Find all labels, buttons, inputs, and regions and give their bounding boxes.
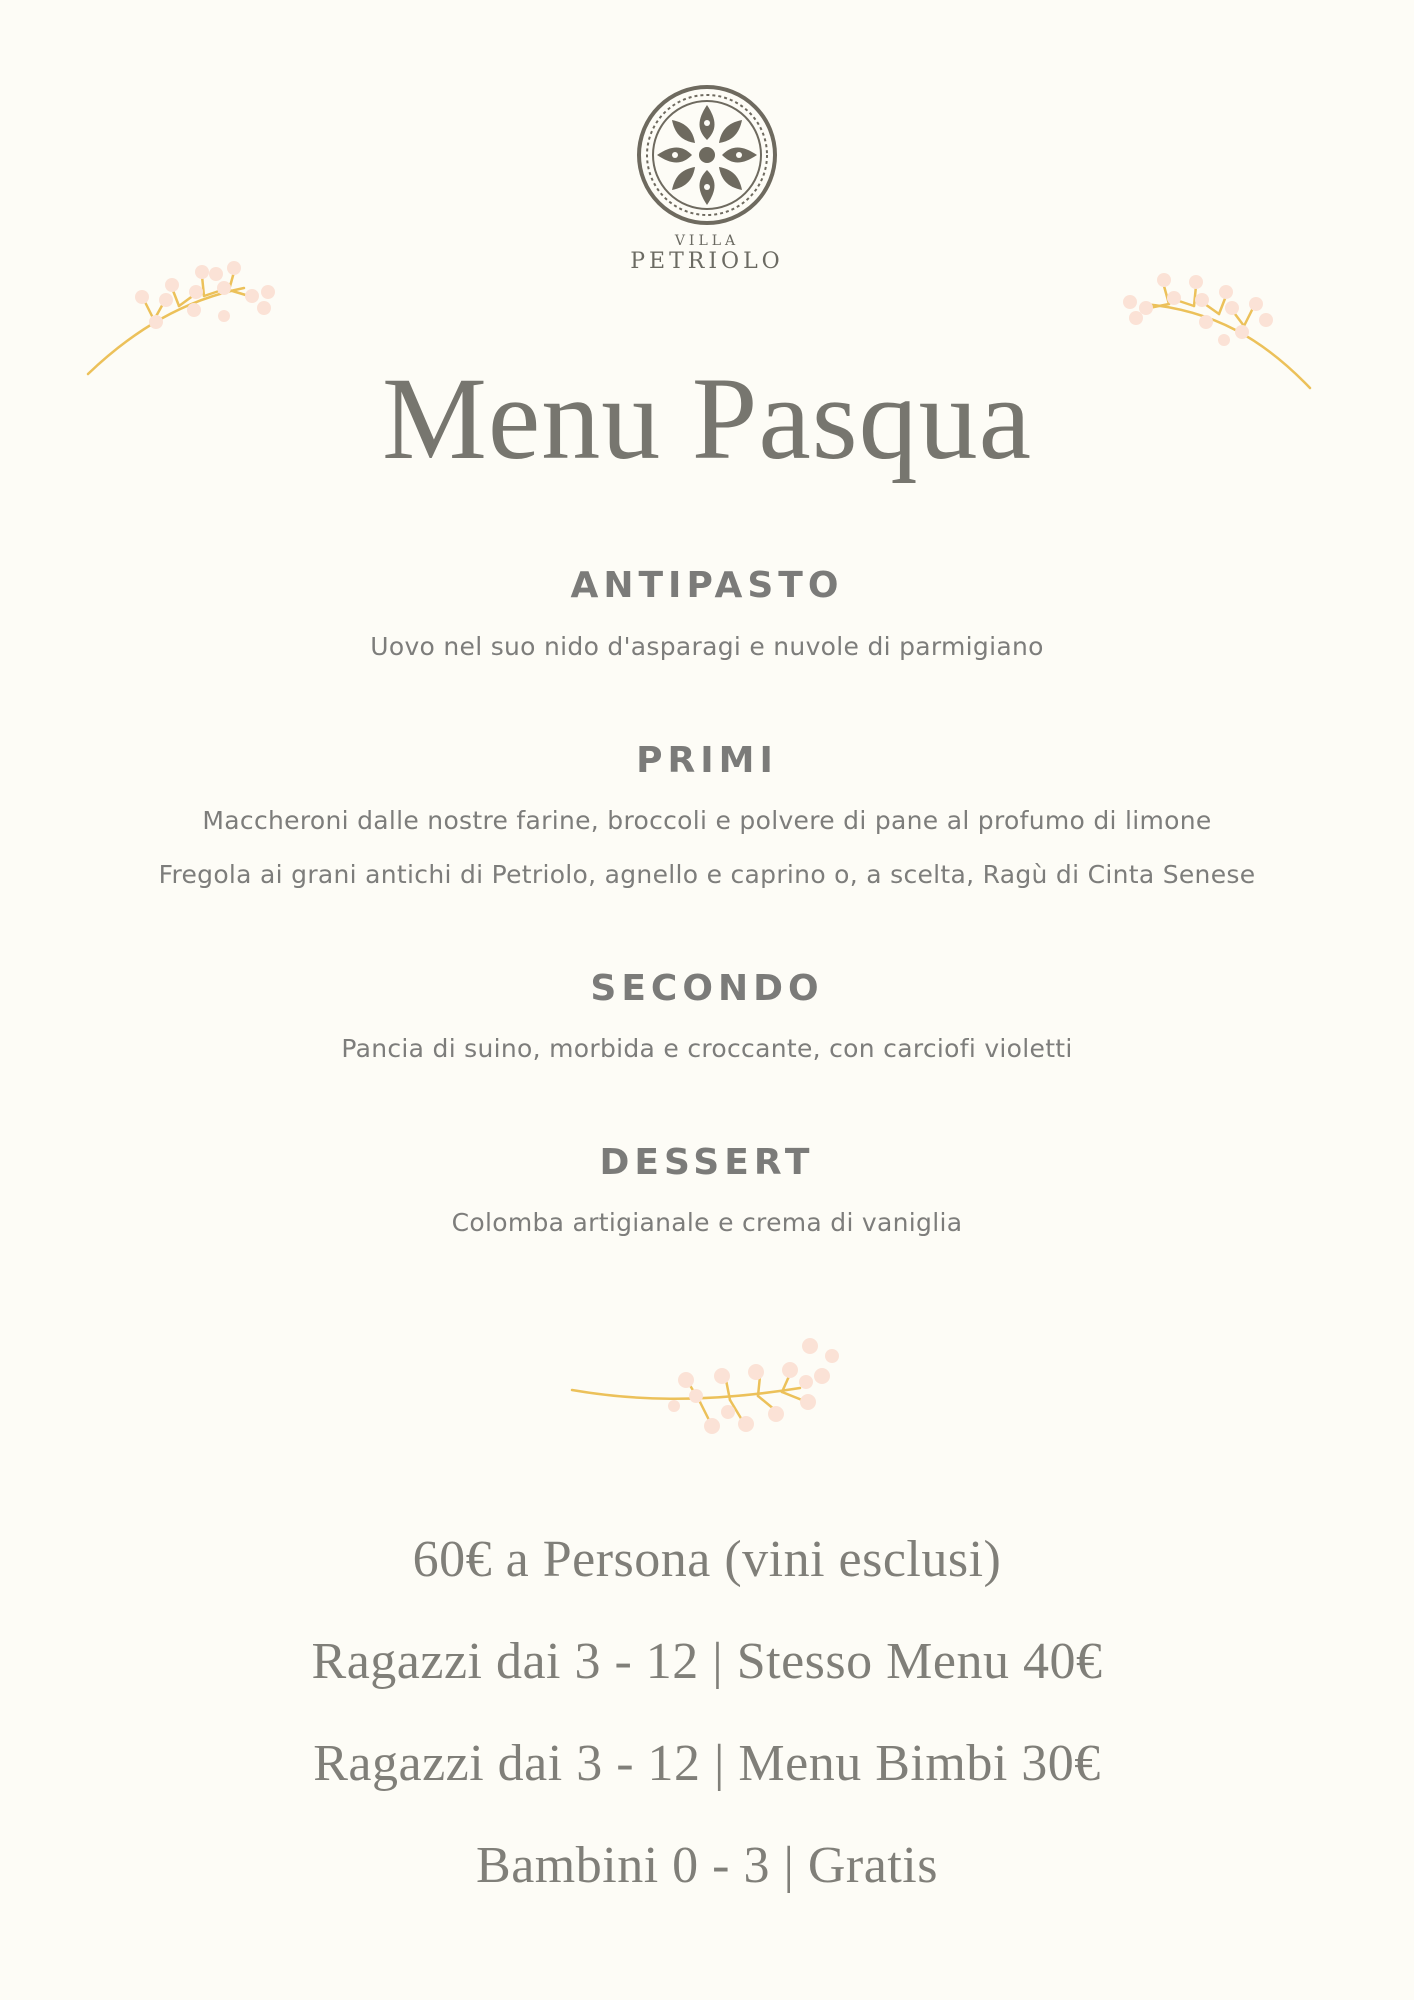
dish-primi-2: Fregola ai grani antichi di Petriolo, agnello e caprino o, a scelta, Ragù di Cinta Senese <box>158 860 1256 889</box>
dish-dessert: Colomba artigianale e crema di vaniglia <box>451 1208 963 1237</box>
price-babies: Bambini 0 - 3 | Gratis <box>476 1837 938 1894</box>
section-heading-secondo: SECONDO <box>590 968 824 1009</box>
section-heading-antipasto: ANTIPASTO <box>570 565 844 606</box>
dish-antipasto: Uovo nel suo nido d'asparagi e nuvole di parmigiano <box>370 632 1044 661</box>
brand-petriolo: PETRIOLO <box>630 249 784 274</box>
mandala-logo-icon <box>637 85 777 225</box>
section-heading-dessert: DESSERT <box>599 1142 815 1183</box>
sprig-middle-icon <box>570 1330 850 1450</box>
price-kids-same-menu: Ragazzi dai 3 - 12 | Stesso Menu 40€ <box>311 1633 1103 1690</box>
price-kids-menu: Ragazzi dai 3 - 12 | Menu Bimbi 30€ <box>313 1735 1101 1792</box>
section-heading-primi: PRIMI <box>636 740 778 781</box>
dish-primi-1: Maccheroni dalle nostre farine, broccoli e polvere di pane al profumo di limone <box>202 806 1212 835</box>
brand-villa: VILLA <box>674 233 740 249</box>
dish-secondo: Pancia di suino, morbida e croccante, con carciofi violetti <box>341 1034 1073 1063</box>
price-adult: 60€ a Persona (vini esclusi) <box>412 1531 1002 1588</box>
page-title: Menu Pasqua <box>381 353 1033 484</box>
